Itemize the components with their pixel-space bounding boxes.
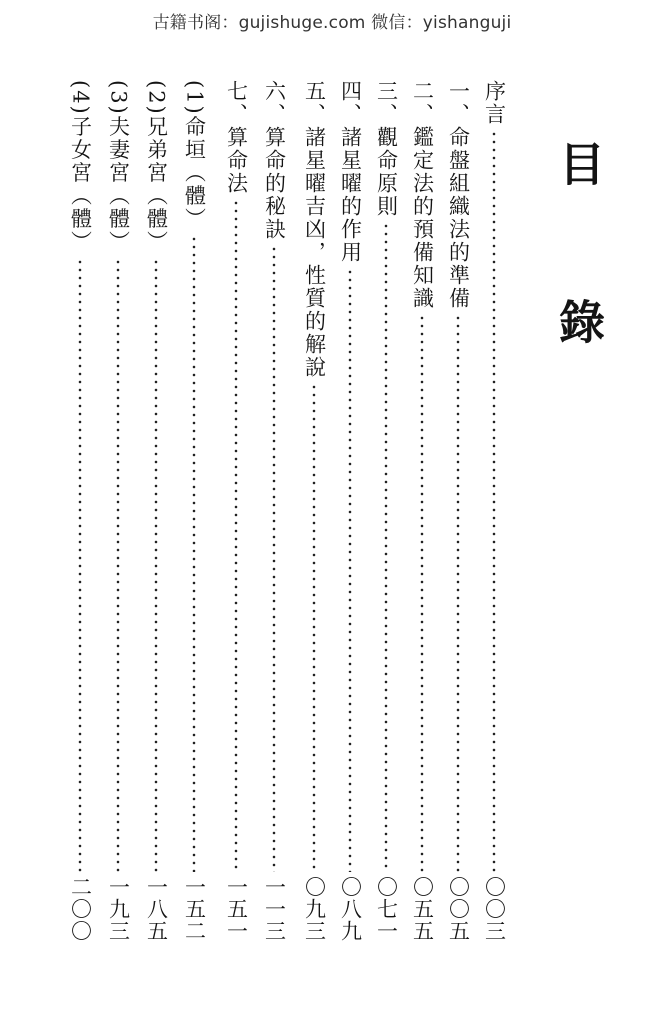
toc-entry-page: 一九三 bbox=[106, 876, 131, 942]
toc-entry-label: 序言 bbox=[482, 80, 507, 126]
toc-entry-preface[interactable] bbox=[478, 80, 510, 942]
dot-leader bbox=[102, 258, 134, 872]
toc-entry-page: 〇八九 bbox=[338, 876, 363, 942]
toc-entry-page: 一一三 bbox=[262, 876, 287, 942]
dot-leader bbox=[140, 258, 172, 872]
toc-subentry-4[interactable] bbox=[64, 80, 96, 942]
toc-subentry-3[interactable] bbox=[102, 80, 134, 942]
toc-entry-label: 六、算命的秘訣 bbox=[262, 80, 287, 241]
dot-leader bbox=[406, 314, 438, 872]
page-title: 目 錄 bbox=[552, 140, 606, 393]
toc-entry-page: 〇五五 bbox=[410, 876, 435, 942]
dot-leader bbox=[178, 235, 210, 872]
toc-entry-label: 五、諸星曜吉凶，性質的解說 bbox=[302, 80, 327, 379]
toc-entry-page: 〇七一 bbox=[374, 876, 399, 942]
toc-entry-label: 四、諸星曜的作用 bbox=[338, 80, 363, 264]
toc-entry-page: 〇九三 bbox=[302, 876, 327, 942]
dot-leader bbox=[478, 130, 510, 872]
toc-entry-label: 二、鑑定法的預備知識 bbox=[410, 80, 435, 310]
toc-entry-3[interactable] bbox=[370, 80, 402, 942]
toc-entry-label: (3)夫妻宮（體） bbox=[106, 80, 131, 254]
toc-entry-page: 〇〇三 bbox=[482, 876, 507, 942]
dot-leader bbox=[334, 268, 366, 872]
dot-leader bbox=[258, 245, 290, 872]
toc-entry-label: (2)兄弟宮（體） bbox=[144, 80, 169, 254]
toc-subentry-1[interactable] bbox=[178, 80, 210, 942]
toc-entry-2[interactable] bbox=[406, 80, 438, 942]
toc-entry-label: 七、算命法 bbox=[224, 80, 249, 195]
toc-entry-page: 一八五 bbox=[144, 876, 169, 942]
toc-entry-page: 一五一 bbox=[224, 876, 249, 942]
toc-entry-4[interactable] bbox=[334, 80, 366, 942]
toc-entry-5[interactable] bbox=[298, 80, 330, 942]
toc-entry-6[interactable] bbox=[258, 80, 290, 942]
dot-leader bbox=[442, 314, 474, 872]
watermark-text: 古籍书阁：gujishuge.com 微信：yishanguji bbox=[152, 13, 512, 33]
dot-leader bbox=[64, 258, 96, 872]
dot-leader bbox=[220, 199, 252, 872]
dot-leader bbox=[370, 222, 402, 872]
toc-entry-label: 三、觀命原則 bbox=[374, 80, 399, 218]
toc-entry-1[interactable] bbox=[442, 80, 474, 942]
toc-subentry-2[interactable] bbox=[140, 80, 172, 942]
toc-entry-label: (1)命垣（體） bbox=[182, 80, 207, 231]
dot-leader bbox=[298, 383, 330, 872]
toc-entry-page: 一五二 bbox=[182, 876, 207, 942]
toc-entry-label: (4)子女宮（體） bbox=[68, 80, 93, 254]
toc-entry-page: 二〇〇 bbox=[68, 876, 93, 942]
toc-entry-label: 一、命盤組織法的準備 bbox=[446, 80, 471, 310]
toc-entry-7[interactable] bbox=[220, 80, 252, 942]
toc-entry-page: 〇〇五 bbox=[446, 876, 471, 942]
